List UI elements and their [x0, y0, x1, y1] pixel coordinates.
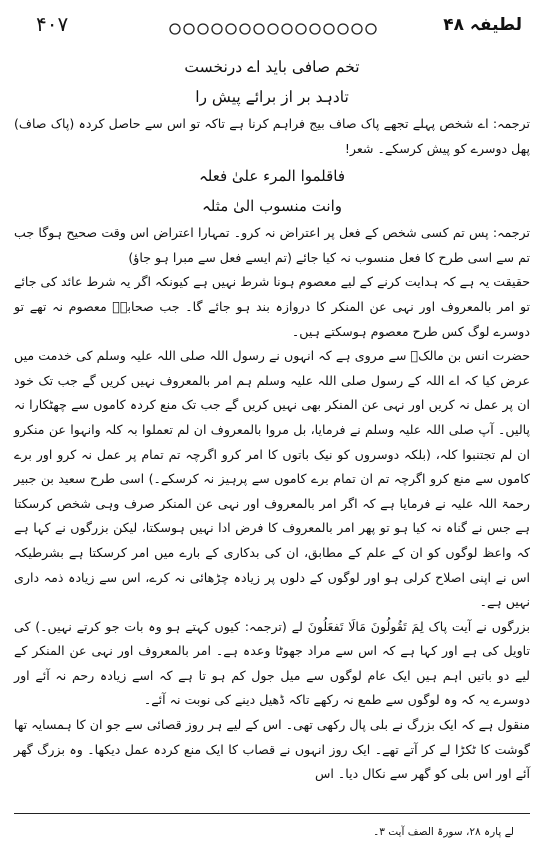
paragraph: حقیقت یہ ہے کہ ہدایت کرنے کے لیے معصوم ہونا شرط نہیں ہے کیونکہ اگر یہ شرط عائد کی جائے تو امر بالمعروف اور نہی عن المنکر کا دروازہ بند ہو جائے گا۔ جب صحابہؓ معصوم نہ تھے تو دوسرے لوگ کس طرح معصوم ہوسکتے ہیں۔: [14, 274, 530, 339]
arabic-verse-line-2: وانت منسوب الیٰ مثلہ: [202, 197, 342, 216]
section-title: لطیفہ ۴۸: [443, 15, 522, 35]
paragraph: حضرت انس بن مالکؓ سے مروی ہے کہ انہوں نے رسول اللہ صلی اللہ علیہ وسلم کی خدمت میں عرض کیا کہ اے اللہ کے رسول صلی اللہ علیہ وسلم ہم امر بالمعروف نہیں کریں گے جب تک خود ان پر عمل نہ کریں اور نہی عن المنکر بھی نہیں کریں گے جب تک منع کردہ کاموں سے چھٹکارا نہ پالیں۔ آپ صلی اللہ علیہ وسلم نے فرمایا، بل مروا بالمعروف ان لم تعملوا بہ کلہ وانہوا عن منکرو ان لم تجتنبوا کلہ، (بلکہ دوسروں کو نیک باتوں کا امر کرو اگرچہ تم تمام پر عمل نہ کرو اور برے کاموں سے منع کرو اگرچہ تم ان تمام برے کاموں سے پرہیز نہ کرسکے۔) اسی طرح سعید بن جبیر رحمۃ اللہ علیہ نے فرمایا ہے کہ اگر امر بالمعروف اور نہی عن المنکر صرف وہی شخص کرسکتا ہے جس نے گناہ نہ کیا ہو تو پھر امر بالمعروف کا فرض ادا نہیں ہوسکتا، لیکن بزرگوں نے کہا ہے کہ واعظ لوگوں کو ان کے علم کے مطابق، ان کی بدکاری کے بارے میں امر کرسکتا ہے بشرطیکہ اس نے اپنی اصلاح کرلی ہو اور لوگوں کے دلوں پر زیادہ چڑھائی نہ کرے، اس سے زیادہ ذمہ داری نہیں ہے۔: [14, 348, 530, 610]
arabic-verse-line-1: فاقلموا المرء علیٰ فعلہ: [198, 167, 346, 186]
page-header: [0, 6, 540, 46]
footnote-separator: [14, 813, 530, 814]
paragraph: بزرگوں نے آیت پاک لِمَ تَقُولُونَ مَالَا تَفعَلُونَ لے (ترجمہ: کیوں کہتے ہو وہ بات جو کرتے نہیں۔) کی تاویل کی ہے اور کہا ہے کہ اس سے مراد جھوٹا وعدہ ہے۔ امر بالمعروف اور نہی عن المنکر کے لیے دو باتیں اہم ہیں ایک عام لوگوں سے میل جول کم ہو تا ہے کہ اسے زیادہ رحم نہ آئے اور دوسرے یہ کہ وہ لوگوں سے طمع نہ رکھے تاکہ ڈھیل دینے کی نوبت نہ آئے۔: [14, 618, 530, 708]
page-number: ۴۰۷: [36, 12, 69, 36]
poem-line-1: تخم صافی باید اے درنخست: [184, 58, 360, 76]
translation-paragraph: ترجمہ: اے شخص پہلے تجھے پاک صاف بیج فراہم کرنا ہے تاکہ تو اس سے حاصل کردہ (پاک صاف) پھل دوسرے کو پیش کرسکے۔ شعر!: [14, 116, 530, 156]
decorative-border: [168, 22, 380, 36]
footnote: لے پارہ ۲۸، سورۃ الصف آیت ۳۔: [373, 826, 514, 838]
paragraph: ترجمہ: پس تم کسی شخص کے فعل پر اعتراض نہ کرو۔ تمہارا اعتراض اس وقت صحیح ہوگا جب تم سے اسی طرح کا فعل منسوب نہ کیا جائے (تم ایسے فعل سے مبرا ہو جاؤ): [14, 225, 530, 265]
poem-line-2: تادہد بر از برائے پیش را: [195, 88, 349, 106]
paragraph: منقول ہے کہ ایک بزرگ نے بلی پال رکھی تھی۔ اس کے لیے ہر روز قصائی سے جو ان کا ہمسایہ تھا گوشت کا ٹکڑا لے کر آتے تھے۔ ایک روز انہوں نے قصاب کا ایک منع کردہ عمل دیکھا۔ وہ بزرگ گھر آئے اور اس بلی کو گھر سے نکال دیا۔ اس: [14, 717, 530, 782]
page-body: [14, 52, 530, 787]
